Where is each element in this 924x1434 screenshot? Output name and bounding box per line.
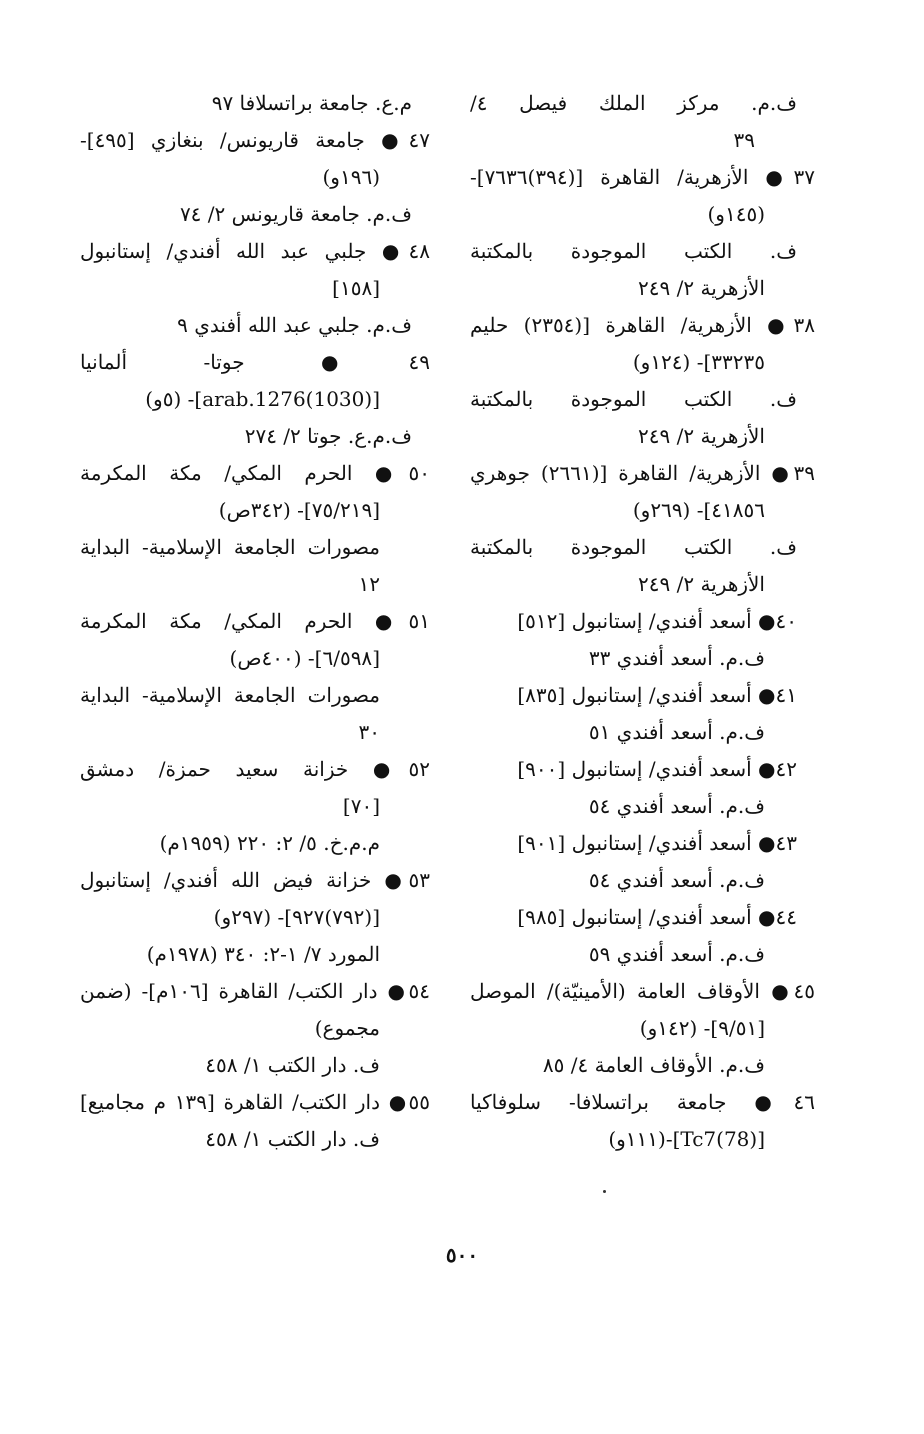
text-line: ٥٤● دار الكتب/ القاهرة [١٠٦م]- (ضمن — [80, 979, 430, 1003]
stray-dot — [603, 1190, 606, 1193]
text-line: ٥٠● الحرم المكي/ مكة المكرمة — [80, 461, 430, 485]
text-line: ٥٢● خزانة سعيد حمزة/ دمشق — [80, 757, 430, 781]
text-line: ف.م. جامعة قاريونس ٢/ ٧٤ — [179, 202, 412, 226]
text-line: ف.م.ع. جوتا ٢/ ٢٧٤ — [244, 424, 412, 448]
text-line: ف. دار الكتب ١/ ٤٥٨ — [205, 1127, 380, 1151]
page-number: ٥٠٠ — [445, 1243, 479, 1267]
text-line: ٥٥● دار الكتب/ القاهرة [١٣٩ م مجاميع] — [80, 1090, 430, 1114]
text-line: ٤٦● جامعة براتسلافا- سلوفاكيا — [470, 1090, 815, 1114]
text-line: الأزهرية ٢/ ٢٤٩ — [638, 276, 765, 300]
text-line: ١٢ — [358, 572, 380, 596]
text-line: [١٥٨] — [332, 276, 380, 300]
text-line: ف.م. أسعد أفندي ٥٤ — [588, 794, 765, 818]
text-line: ٥٣● خزانة فيض الله أفندي/ إستانبول — [80, 868, 430, 892]
text-line: م.م.خ. ٥/ ٢: ٢٢٠ (١٩٥٩م) — [159, 831, 380, 855]
text-line: [٦/٥٩٨]- (٤٠٠ص) — [229, 646, 380, 670]
text-line: ف.م. أسعد أفندي ٥٩ — [588, 942, 765, 966]
text-line: ٤٤● أسعد أفندي/ إستانبول [٩٨٥] — [517, 905, 797, 929]
text-line: ٤٨● جلبي عبد الله أفندي/ إستانبول — [80, 239, 430, 263]
text-line: [(1030)arab.1276]- (٥و) — [145, 387, 380, 411]
text-line: [٩/٥١]- (١٤٢و) — [639, 1016, 765, 1040]
text-line: ٤٣● أسعد أفندي/ إستانبول [٩٠١] — [517, 831, 797, 855]
text-line: ٤٢● أسعد أفندي/ إستانبول [٩٠٠] — [517, 757, 797, 781]
text-line: ف. دار الكتب ١/ ٤٥٨ — [205, 1053, 380, 1077]
text-line: ٣٧● الأزهرية/ القاهرة [(٣٩٤)٧٦٣٦]- — [470, 165, 815, 189]
text-line: [٧٥/٢١٩]- (٣٤٢ص) — [218, 498, 380, 522]
text-line: [(78)Tc7]-(١١١و) — [608, 1127, 765, 1151]
text-line: ف.م. جلبي عبد الله أفندي ٩ — [177, 313, 412, 337]
text-line: [(٧٩٢)٩٢٧]- (٢٩٧و) — [213, 905, 380, 929]
text-line: ٣٩ — [733, 128, 755, 152]
text-line: ف.م. الأوقاف العامة ٤/ ٨٥ — [542, 1053, 765, 1077]
right-column — [470, 85, 815, 1158]
text-line: ف.م. أسعد أفندي ٥١ — [588, 720, 765, 744]
text-line: ٤٧● جامعة قاريونس/ بنغازي [٤٩٥]- — [80, 128, 430, 152]
text-line: مجموع) — [314, 1016, 380, 1040]
text-line: ف.م. مركز الملك فيصل ٤/ — [470, 91, 797, 115]
text-line: ٤١٨٥٦]- (٢٦٩و) — [632, 498, 765, 522]
text-line: ٤٥● الأوقاف العامة (الأمينيّة)/ الموصل — [470, 979, 815, 1003]
text-line: ف. الكتب الموجودة بالمكتبة — [470, 535, 797, 559]
left-column — [80, 85, 430, 1158]
text-line: ف. الكتب الموجودة بالمكتبة — [470, 239, 797, 263]
text-line: ف.م. أسعد أفندي ٥٤ — [588, 868, 765, 892]
text-line: الأزهرية ٢/ ٢٤٩ — [638, 572, 765, 596]
text-line: (١٩٦و) — [322, 165, 380, 189]
text-line: ٣٠ — [358, 720, 380, 744]
text-line: ٤١● أسعد أفندي/ إستانبول [٨٣٥] — [517, 683, 797, 707]
text-line: (١٤٥و) — [707, 202, 765, 226]
text-line: ف.م. أسعد أفندي ٣٣ — [588, 646, 765, 670]
text-line: [٧٠] — [342, 794, 380, 818]
text-line: مصورات الجامعة الإسلامية- البداية — [80, 535, 380, 559]
text-line: م.ع. جامعة براتسلافا ٩٧ — [211, 91, 412, 115]
text-line: ٤٠● أسعد أفندي/ إستانبول [٥١٢] — [517, 609, 797, 633]
text-line: ف. الكتب الموجودة بالمكتبة — [470, 387, 797, 411]
text-line: المورد ٧/ ١-٢: ٣٤٠ (١٩٧٨م) — [146, 942, 380, 966]
text-line: ٣٣٢٣٥]- (١٢٤و) — [632, 350, 765, 374]
text-line: الأزهرية ٢/ ٢٤٩ — [638, 424, 765, 448]
text-line: ٣٨● الأزهرية/ القاهرة [(٢٣٥٤) حليم — [470, 313, 815, 337]
text-line: ٣٩● الأزهرية/ القاهرة [(٢٦٦١) جوهري — [470, 461, 816, 485]
text-line: ٤٩● جوتا- ألمانيا — [80, 350, 430, 374]
text-line: ٥١● الحرم المكي/ مكة المكرمة — [80, 609, 430, 633]
text-line: مصورات الجامعة الإسلامية- البداية — [80, 683, 380, 707]
